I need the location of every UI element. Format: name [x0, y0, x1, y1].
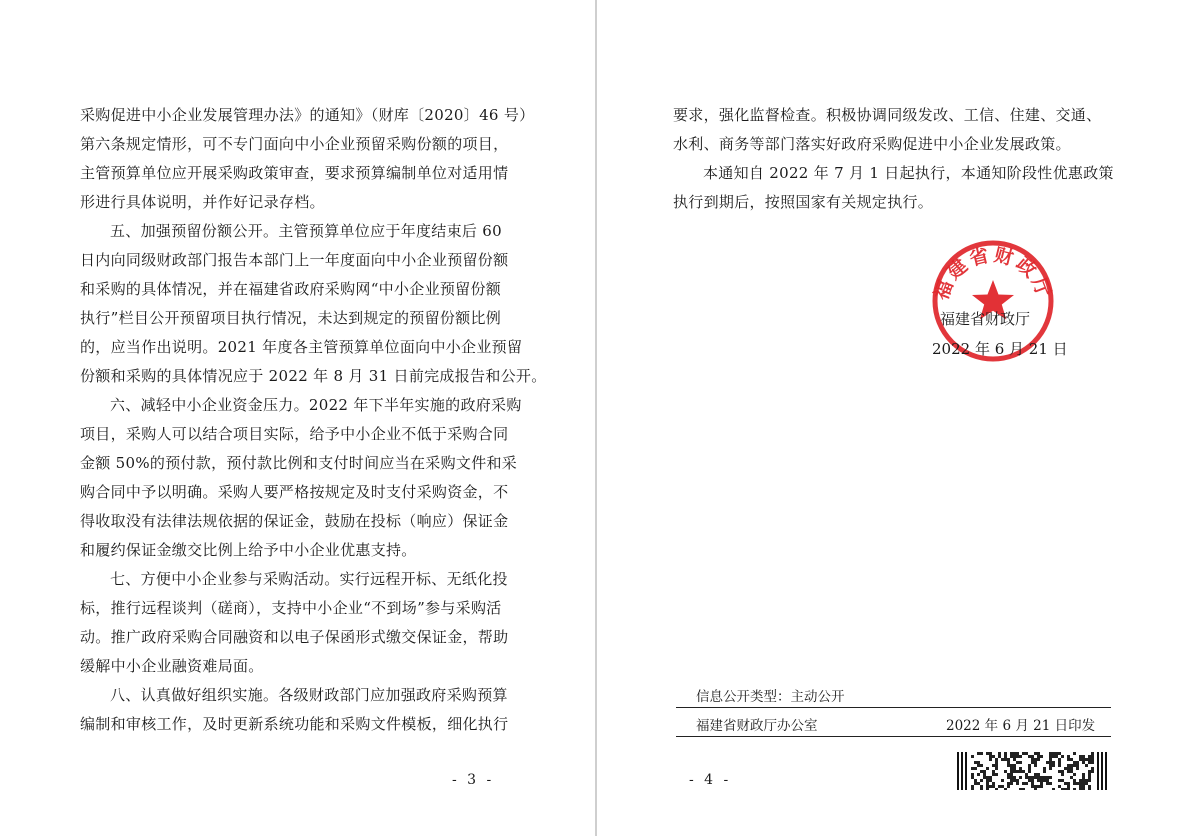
- text-line: 本通知自 2022 年 7 月 1 日起执行，本通知阶段性优惠政策: [703, 164, 1114, 182]
- barcode-image: [957, 752, 1107, 790]
- signature-organization: 福建省财政厅: [940, 310, 1031, 328]
- text-line: 编制和审核工作，及时更新系统功能和采购文件模板，细化执行: [80, 715, 509, 733]
- text-line: 八、认真做好组织实施。各级财政部门应加强政府采购预算: [110, 686, 508, 704]
- text-line: 缓解中小企业融资难局面。: [80, 657, 264, 675]
- document-page-left: [0, 0, 596, 836]
- footer-rule-top: [676, 707, 1111, 708]
- text-line: 动。推广政府采购合同融资和以电子保函形式缴交保证金，帮助: [80, 628, 509, 646]
- text-line: 日内向同级财政部门报告本部门上一年度面向中小企业预留份额: [80, 251, 509, 269]
- text-line: 的，应当作出说明。2021 年度各主管预算单位面向中小企业预留: [80, 338, 523, 356]
- text-line: 水利、商务等部门落实好政府采购促进中小企业发展政策。: [673, 135, 1071, 153]
- footer-rule-bottom: [676, 736, 1111, 737]
- document-page-right: [597, 0, 1193, 836]
- text-line: 项目，采购人可以结合项目实际，给予中小企业不低于采购合同: [80, 425, 509, 443]
- page-number: - 4 -: [689, 772, 732, 788]
- text-line: 执行到期后，按照国家有关规定执行。: [673, 193, 934, 211]
- text-line: 要求，强化监督检查。积极协调同级发改、工信、住建、交通、: [673, 106, 1102, 124]
- text-line: 五、加强预留份额公开。主管预算单位应于年度结束后 60: [110, 222, 502, 240]
- info-disclosure-type: 信息公开类型：主动公开: [696, 689, 845, 704]
- text-line: 六、减轻中小企业资金压力。2022 年下半年实施的政府采购: [110, 396, 522, 414]
- text-line: 购合同中予以明确。采购人要严格按规定及时支付采购资金，不: [80, 483, 509, 501]
- text-line: 七、方便中小企业参与采购活动。实行远程开标、无纸化投: [110, 570, 508, 588]
- print-date: 2022 年 6 月 21 日印发: [946, 718, 1096, 734]
- text-line: 金额 50%的预付款，预付款比例和支付时间应当在采购文件和采: [80, 454, 518, 472]
- text-line: 第六条规定情形，可不专门面向中小企业预留采购份额的项目，: [80, 135, 509, 153]
- svg-text:福建省财政厅: 福建省财政厅: [930, 243, 1056, 304]
- text-line: 和履约保证金缴交比例上给予中小企业优惠支持。: [80, 541, 417, 559]
- text-line: 形进行具体说明，并作好记录存档。: [80, 193, 325, 211]
- text-line: 采购促进中小企业发展管理办法》的通知》（财库〔2020〕46 号）: [80, 106, 535, 124]
- text-line: 份额和采购的具体情况应于 2022 年 8 月 31 日前完成报告和公开。: [80, 367, 547, 385]
- text-line: 得收取没有法律法规依据的保证金，鼓励在投标（响应）保证金: [80, 512, 509, 530]
- text-line: 主管预算单位应开展采购政策审查，要求预算编制单位对适用情: [80, 164, 509, 182]
- signature-date: 2022 年 6 月 21 日: [932, 340, 1068, 358]
- page-number: - 3 -: [452, 772, 495, 788]
- text-line: 标，推行远程谈判（磋商），支持中小企业“不到场”参与采购活: [80, 599, 502, 617]
- text-line: 执行”栏目公开预留项目执行情况，未达到规定的预留份额比例: [80, 309, 502, 327]
- text-line: 和采购的具体情况，并在福建省政府采购网“中小企业预留份额: [80, 280, 502, 298]
- issuing-office: 福建省财政厅办公室: [696, 718, 818, 734]
